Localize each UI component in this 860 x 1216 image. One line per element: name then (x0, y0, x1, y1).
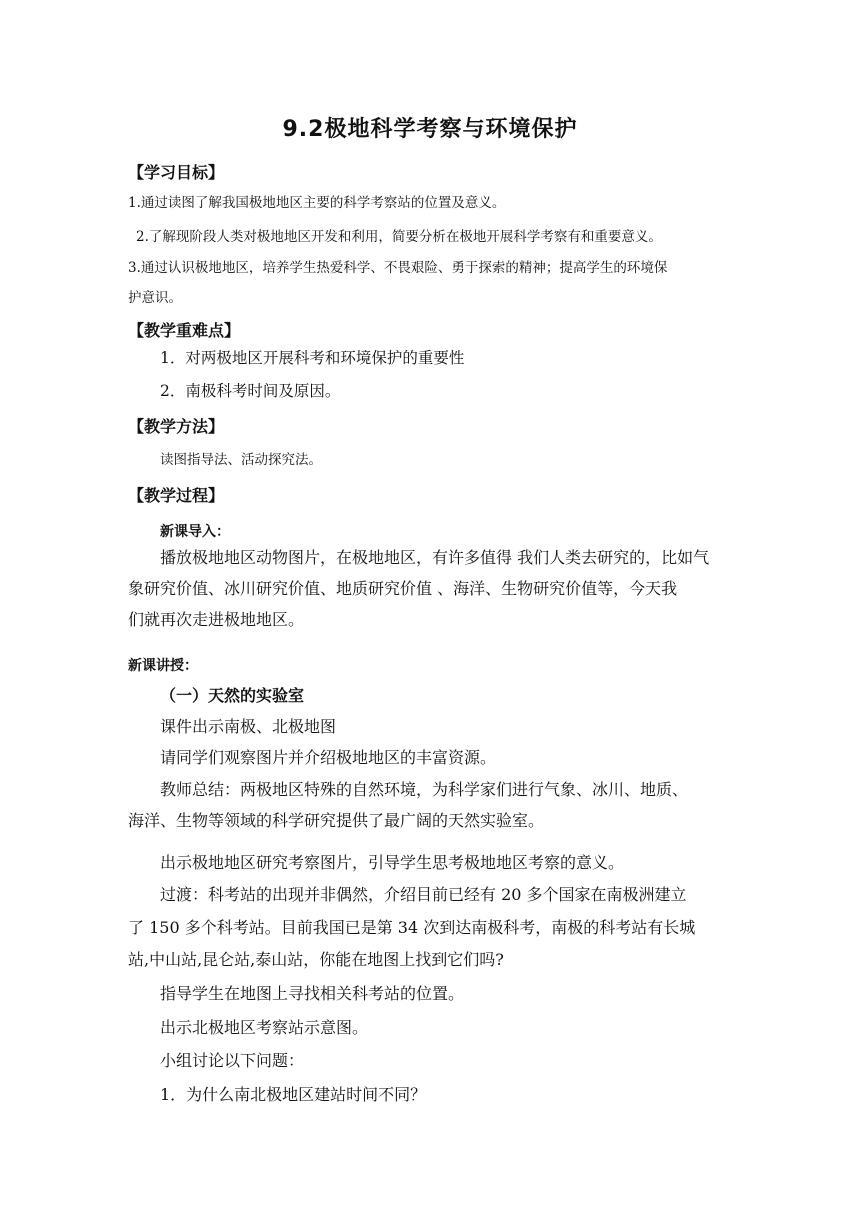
intro-line: 象研究价值、冰川研究价值、地质研究价值 、海洋、生物研究价值等，今天我 (128, 579, 678, 598)
body-line: 指导学生在地图上寻找相关科考站的位置。 (160, 984, 465, 1003)
body-line: 过渡：科考站的出现并非偶然，介绍目前已经有 20 多个国家在南极洲建立 (160, 885, 687, 904)
body-line: 1．为什么南北极地区建站时间不同？ (160, 1085, 427, 1104)
body-line: 海洋、生物等领域的科学研究提供了最广阔的天然实验室。 (128, 811, 545, 830)
intro-line: 们就再次走进极地地区。 (128, 610, 305, 629)
intro-line: 播放极地地区动物图片，在极地地区，有许多值得 我们人类去研究的，比如气 (160, 548, 710, 567)
objective-item: 1.通过读图了解我国极地地区主要的科学考察站的位置及意义。 (128, 195, 506, 211)
body-line: 站,中山站,昆仑站,泰山站，你能在地图上找到它们吗? (128, 950, 504, 969)
objectives-heading: 【学习目标】 (128, 163, 225, 182)
objective-item: 2.了解现阶段人类对极地地区开发和利用，简要分析在极地开展科学考察有和重要意义。 (136, 229, 662, 245)
objective-item-continued: 护意识。 (128, 290, 182, 306)
keypoint-item: 2．南极科考时间及原因。 (160, 382, 341, 400)
keypoint-item: 1．对两极地区开展科考和环境保护的重要性 (160, 349, 465, 367)
intro-label: 新课导入： (160, 524, 230, 540)
methods-heading: 【教学方法】 (128, 417, 225, 436)
process-heading: 【教学过程】 (128, 486, 225, 505)
objective-item: 3.通过认识极地地区，培养学生热爱科学、不畏艰险、勇于探索的精神；提高学生的环境保 (128, 260, 668, 276)
part1-title: （一）天然的实验室 (160, 686, 305, 705)
body-line: 课件出示南极、北极地图 (160, 717, 337, 736)
body-line: 了 150 多个科考站。目前我国已是第 34 次到达南极科考，南极的科考站有长城 (128, 918, 696, 937)
body-line: 出示极地地区研究考察图片，引导学生思考极地地区考察的意义。 (160, 853, 625, 872)
methods-text: 读图指导法、活动探究法。 (160, 452, 322, 468)
keypoints-heading: 【教学重难点】 (128, 321, 241, 340)
body-line: 出示北极地区考察站示意图。 (160, 1018, 369, 1037)
body-line: 教师总结：两极地区特殊的自然环境，为科学家们进行气象、冰川、地质、 (160, 780, 689, 799)
body-line: 请同学们观察图片并介绍极地地区的丰富资源。 (160, 748, 497, 767)
intro-paragraph (128, 542, 734, 635)
lecture-label: 新课讲授： (128, 658, 198, 674)
document-title: 9.2极地科学考察与环境保护 (282, 117, 578, 142)
body-line: 小组讨论以下问题： (160, 1051, 305, 1070)
